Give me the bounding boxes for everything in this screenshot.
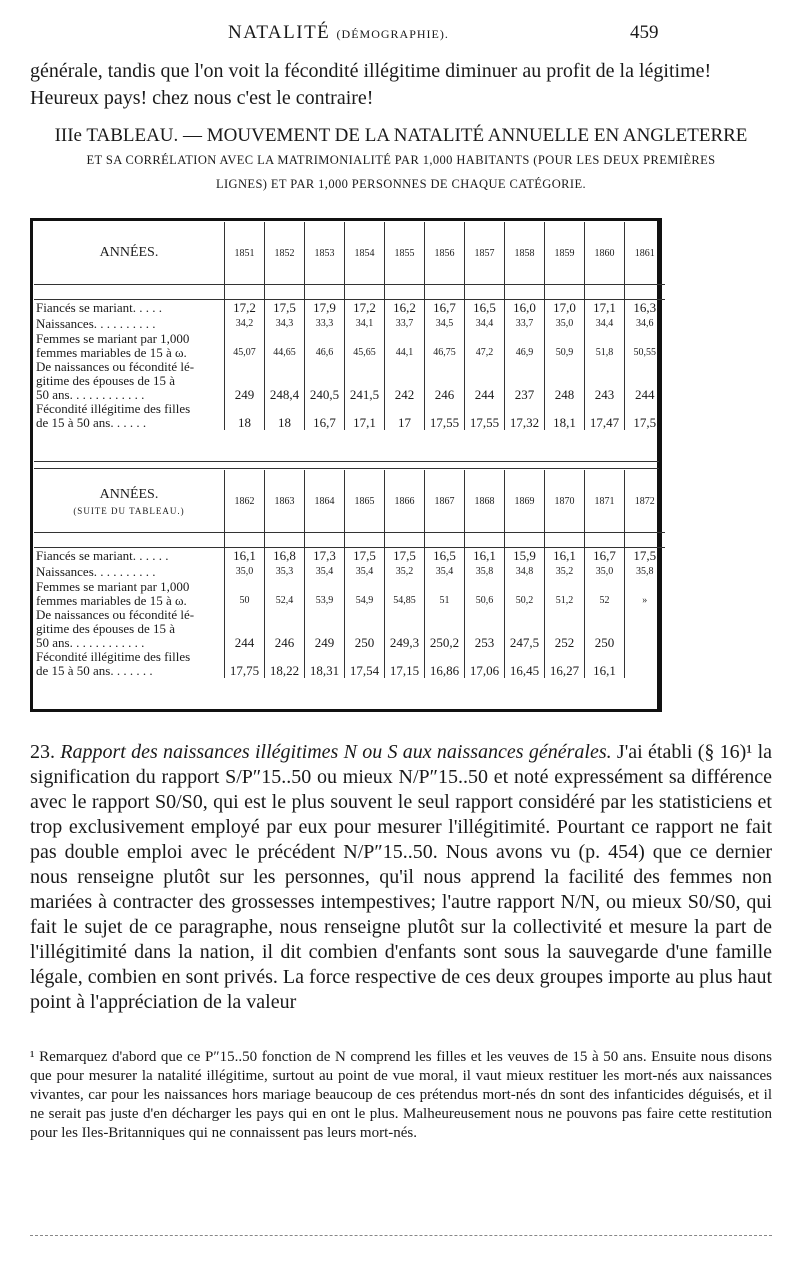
row-label: 50 ans. . . . . . . . . . . . bbox=[34, 388, 225, 402]
table-cell: 44,1 bbox=[385, 346, 425, 360]
running-header bbox=[0, 22, 800, 50]
natality-table-1862-1872 bbox=[34, 470, 665, 678]
table-row bbox=[34, 346, 665, 360]
table-cell-blank bbox=[625, 402, 665, 416]
table-cell: 34,4 bbox=[585, 316, 625, 332]
table-cell-blank bbox=[225, 580, 265, 594]
table-cell-blank bbox=[225, 650, 265, 664]
table-cell: 50,6 bbox=[465, 594, 505, 608]
table-cell-blank bbox=[345, 374, 385, 388]
table-cell: 35,8 bbox=[636, 566, 654, 577]
table-cell: 242 bbox=[385, 388, 425, 402]
table-cell-blank bbox=[465, 360, 505, 374]
table-cell: 17,5 bbox=[633, 416, 657, 430]
table-cell-blank bbox=[465, 332, 505, 346]
table-cell-blank bbox=[545, 622, 585, 636]
table-cell: 35,8 bbox=[465, 564, 505, 580]
table-cell: 237 bbox=[505, 388, 545, 402]
table-cell: 18 bbox=[265, 416, 305, 430]
table-cell: 16,8 bbox=[265, 548, 305, 565]
table-cell-blank bbox=[425, 622, 465, 636]
table-cell-blank bbox=[225, 622, 265, 636]
section-number: 23. bbox=[30, 741, 55, 763]
year-header: 1872 bbox=[625, 470, 665, 533]
table-cell: 16,1 bbox=[585, 664, 625, 678]
intro-paragraph: générale, tandis que l'on voit la fécondité illégitime diminuer au profit de la légitime! Heureux pays! chez nous c'est le contraire! bbox=[30, 60, 712, 109]
table-cell: 17,55 bbox=[465, 416, 505, 430]
year-header: 1857 bbox=[465, 222, 505, 285]
year-header: 1870 bbox=[545, 470, 585, 533]
table-cell-blank bbox=[385, 608, 425, 622]
table-cell-blank bbox=[425, 374, 465, 388]
row-label: de 15 à 50 ans. . . . . . bbox=[34, 416, 225, 430]
table-cell: 16,1 bbox=[545, 548, 585, 565]
table-cell: 34,3 bbox=[265, 316, 305, 332]
table-cell: 35,4 bbox=[345, 564, 385, 580]
table-cell-blank bbox=[345, 332, 385, 346]
table-cell: 35,0 bbox=[225, 564, 265, 580]
year-header: 1859 bbox=[545, 222, 585, 285]
table-cell: 17,0 bbox=[545, 300, 585, 317]
table-cell-blank bbox=[625, 580, 665, 594]
table-title-line1: IIIe TABLEAU. — MOUVEMENT DE LA NATALITÉ ANNUELLE EN ANGLETERRE bbox=[54, 125, 748, 146]
table-cell-blank bbox=[505, 360, 545, 374]
row-label: Femmes se mariant par 1,000 bbox=[34, 332, 225, 346]
table-cell-blank bbox=[385, 374, 425, 388]
table-cell: 33,3 bbox=[305, 316, 345, 332]
table-cell-blank bbox=[345, 608, 385, 622]
row-label: femmes mariables de 15 à ω. bbox=[34, 346, 225, 360]
table-cell-blank bbox=[465, 402, 505, 416]
section-heading: Rapport des naissances illégitimes N ou S aux naissances générales. bbox=[60, 741, 612, 763]
table-cell: 17,2 bbox=[345, 300, 385, 317]
table-cell: 52 bbox=[585, 594, 625, 608]
table-cell: 248,4 bbox=[265, 388, 305, 402]
section-23-paragraph bbox=[30, 740, 772, 1015]
row-label: de 15 à 50 ans. . . . . . . bbox=[34, 664, 225, 678]
table-cell-blank bbox=[305, 332, 345, 346]
year-header: 1861 bbox=[625, 222, 665, 285]
table-cell-blank bbox=[625, 374, 665, 388]
table-cell-blank bbox=[385, 402, 425, 416]
table-cell: 244 bbox=[465, 388, 505, 402]
header-label-text: ANNÉES. bbox=[99, 486, 159, 502]
row-label: Naissances. . . . . . . . . . bbox=[34, 316, 225, 332]
year-header: 1858 bbox=[505, 222, 545, 285]
table-cell: 15,9 bbox=[505, 548, 545, 565]
table-cell-blank bbox=[385, 580, 425, 594]
table-row bbox=[34, 548, 665, 565]
year-header: 1865 bbox=[345, 470, 385, 533]
table-cell-blank bbox=[305, 402, 345, 416]
table-cell-blank bbox=[305, 580, 345, 594]
table-cell: 18,31 bbox=[305, 664, 345, 678]
table-cell: 246 bbox=[265, 636, 305, 650]
table-title-line2: ET SA CORRÉLATION AVEC LA MATRIMONIALITÉ PAR 1,000 HABITANTS (POUR LES DEUX PREMIÈRES bbox=[86, 153, 716, 167]
year-header: 1855 bbox=[385, 222, 425, 285]
table-row bbox=[34, 300, 665, 317]
header-label-text: ANNÉES. bbox=[99, 245, 159, 260]
table-row bbox=[34, 402, 665, 416]
table-cell-blank bbox=[625, 360, 665, 374]
table-cell: 240,5 bbox=[305, 388, 345, 402]
section-body: J'ai établi (§ 16)¹ la signification du rapport S/P″15..50 ou mieux N/P″15..50 et noté expressément sa différence avec le rapport S0/S0, qui est le plus souvent le seul rapport considéré par les statisticiens et trop exclusivement employé par eux pour mesurer l'illégitimité. Pourtant ce rapport ne fait pas double emploi avec le précédent N/P″15..50. Nous avons vu (p. 454) que ce dernier nous renseigne plutôt sur les personnes, qu'il nous apprend la facilité des femmes non mariées à contracter des grossesses intempestives; l'autre rapport N/N, ou mieux S0/S0, qui fait le sujet de ce paragraphe, nous renseigne plutôt sur la collectivité et mesure la part de l'illégitimité dans la nation, il dit combien d'enfants sont sous la sauvegarde d'une famille légale, combien en sont privés. La force respective de ces deux groupes importe au plus haut point à l'appréciation de la valeur bbox=[30, 741, 773, 1013]
table-cell: 51,8 bbox=[585, 346, 625, 360]
table-cell: 16,45 bbox=[505, 664, 545, 678]
table-cell: 34,5 bbox=[425, 316, 465, 332]
table-row bbox=[34, 650, 665, 664]
year-header: 1862 bbox=[225, 470, 265, 533]
table-cell: 35,4 bbox=[425, 564, 465, 580]
table-cell bbox=[625, 664, 665, 678]
table-cell: 52,4 bbox=[265, 594, 305, 608]
table-row bbox=[34, 636, 665, 650]
table-cell: 17,32 bbox=[505, 416, 545, 430]
table-cell-blank bbox=[265, 608, 305, 622]
table-cell: 34,2 bbox=[225, 316, 265, 332]
row-label: 50 ans. . . . . . . . . . . . bbox=[34, 636, 225, 650]
table-cell-blank bbox=[505, 650, 545, 664]
year-header: 1856 bbox=[425, 222, 465, 285]
table-cell: 17,1 bbox=[585, 300, 625, 317]
table-cell: 17,5 bbox=[385, 548, 425, 565]
table-cell-blank bbox=[385, 650, 425, 664]
table-cell-blank bbox=[505, 374, 545, 388]
table-separator bbox=[34, 461, 659, 469]
table-cell: 45,07 bbox=[225, 346, 265, 360]
year-header: 1852 bbox=[265, 222, 305, 285]
table-cell-blank bbox=[345, 650, 385, 664]
row-label: Naissances. . . . . . . . . . bbox=[34, 564, 225, 580]
column-header-label bbox=[34, 222, 225, 285]
table-cell-blank bbox=[305, 374, 345, 388]
row-label: femmes mariables de 15 à ω. bbox=[34, 594, 225, 608]
table-cell-blank bbox=[585, 332, 625, 346]
table-cell-blank bbox=[545, 402, 585, 416]
table-cell-blank bbox=[505, 402, 545, 416]
table-row bbox=[34, 374, 665, 388]
column-header-label bbox=[34, 470, 225, 533]
table-cell-blank bbox=[425, 580, 465, 594]
table-cell-blank bbox=[265, 580, 305, 594]
row-label: gitime des épouses de 15 à bbox=[34, 374, 225, 388]
table-cell: 46,9 bbox=[505, 346, 545, 360]
table-cell: 16,1 bbox=[225, 548, 265, 565]
table-cell: 252 bbox=[545, 636, 585, 650]
table-cell: 249,3 bbox=[385, 636, 425, 650]
year-header: 1860 bbox=[585, 222, 625, 285]
table-cell: 45,65 bbox=[345, 346, 385, 360]
table-cell-blank bbox=[345, 360, 385, 374]
table-cell: » bbox=[642, 595, 648, 606]
table-cell-blank bbox=[265, 622, 305, 636]
table-cell-blank bbox=[385, 332, 425, 346]
table-cell-blank bbox=[545, 360, 585, 374]
table-cell: 44,65 bbox=[265, 346, 305, 360]
table-cell: 17,06 bbox=[465, 664, 505, 678]
table-cell-blank bbox=[425, 402, 465, 416]
table-cell-blank bbox=[625, 332, 665, 346]
table-cell: 50,9 bbox=[545, 346, 585, 360]
table-cell: 249 bbox=[225, 388, 265, 402]
row-label: Fécondité illégitime des filles bbox=[34, 402, 225, 416]
table-cell: 47,2 bbox=[465, 346, 505, 360]
year-header: 1868 bbox=[465, 470, 505, 533]
table-cell: 17,47 bbox=[585, 416, 625, 430]
table-cell-blank bbox=[305, 650, 345, 664]
table-cell: 17,15 bbox=[385, 664, 425, 678]
table-row bbox=[34, 664, 665, 678]
table-cell: 16,7 bbox=[585, 548, 625, 565]
table-cell: 34,8 bbox=[505, 564, 545, 580]
table-cell-blank bbox=[545, 374, 585, 388]
row-label: gitime des épouses de 15 à bbox=[34, 622, 225, 636]
table-title bbox=[30, 124, 772, 196]
table-cell-blank bbox=[225, 374, 265, 388]
table-cell: 16,3 bbox=[633, 300, 657, 315]
table-cell: 18,1 bbox=[545, 416, 585, 430]
table-row bbox=[34, 388, 665, 402]
table-cell-blank bbox=[465, 580, 505, 594]
table-cell-blank bbox=[225, 608, 265, 622]
table-cell: 46,6 bbox=[305, 346, 345, 360]
year-header: 1867 bbox=[425, 470, 465, 533]
table-cell: 17,55 bbox=[425, 416, 465, 430]
table-cell: 17,9 bbox=[305, 300, 345, 317]
table-cell-blank bbox=[265, 402, 305, 416]
row-label: Fiancés se mariant. . . . . . bbox=[34, 548, 225, 565]
table-cell-blank bbox=[425, 332, 465, 346]
table-cell: 17 bbox=[385, 416, 425, 430]
table-cell: 34,1 bbox=[345, 316, 385, 332]
table-cell: 250,2 bbox=[425, 636, 465, 650]
table-cell: 35,0 bbox=[545, 316, 585, 332]
table-cell-blank bbox=[465, 608, 505, 622]
table-row bbox=[34, 594, 665, 608]
table-cell: 16,2 bbox=[385, 300, 425, 317]
table-cell-blank bbox=[305, 360, 345, 374]
row-label: Femmes se mariant par 1,000 bbox=[34, 580, 225, 594]
table-cell-blank bbox=[505, 608, 545, 622]
table-cell-blank bbox=[385, 360, 425, 374]
table-cell: 33,7 bbox=[385, 316, 425, 332]
table-cell: 17,5 bbox=[345, 548, 385, 565]
table-cell: 17,5 bbox=[633, 548, 657, 563]
page-number: 459 bbox=[630, 22, 659, 43]
table-cell: 35,4 bbox=[305, 564, 345, 580]
year-header: 1853 bbox=[305, 222, 345, 285]
table-cell: 17,1 bbox=[345, 416, 385, 430]
table-cell bbox=[625, 636, 665, 650]
table-cell: 35,0 bbox=[585, 564, 625, 580]
table-cell: 17,54 bbox=[345, 664, 385, 678]
table-cell: 244 bbox=[225, 636, 265, 650]
table-row bbox=[34, 332, 665, 346]
table-cell-blank bbox=[465, 650, 505, 664]
table-cell-blank bbox=[345, 402, 385, 416]
table-title-line3: LIGNES) ET PAR 1,000 PERSONNES DE CHAQUE CATÉGORIE. bbox=[215, 177, 587, 191]
table-cell: 54,85 bbox=[385, 594, 425, 608]
table-cell: 35,3 bbox=[265, 564, 305, 580]
table-cell-blank bbox=[545, 332, 585, 346]
table-cell: 18,22 bbox=[265, 664, 305, 678]
table-cell: 249 bbox=[305, 636, 345, 650]
table-cell: 17,3 bbox=[305, 548, 345, 565]
table-cell-blank bbox=[625, 608, 665, 622]
year-header: 1863 bbox=[265, 470, 305, 533]
table-row bbox=[34, 416, 665, 430]
table-cell: 16,5 bbox=[425, 548, 465, 565]
table-row bbox=[34, 608, 665, 622]
table-cell-blank bbox=[465, 622, 505, 636]
table-cell-blank bbox=[345, 580, 385, 594]
footnote: ¹ Remarquez d'abord que ce P″15..50 fonction de N comprend les filles et les veuves de 15 à 50 ans. Ensuite nous disons que pour mesurer la natalité illégitime, surtout au point de vue moral, il vaut mieux restituer les mort-nés aux naissances vivantes, car pour les naissances hors mariage beaucoup de ces prétendus mort-nés dn sont des infanticides déguisés, et il ne serait pas juste d'en décharger les pays qui en ont le plus. Malheureusement nous ne pouvons pas faire cette restitution pour les Iles-Britanniques qui ne connaissent pas leurs mort-nés. bbox=[30, 1049, 772, 1141]
table-cell: 34,6 bbox=[636, 318, 654, 329]
table-row bbox=[34, 580, 665, 594]
table-cell-blank bbox=[265, 650, 305, 664]
table-cell-blank bbox=[585, 580, 625, 594]
table-cell: 16,7 bbox=[305, 416, 345, 430]
table-cell: 250 bbox=[345, 636, 385, 650]
running-title: NATALITÉ (DÉMOGRAPHIE). bbox=[228, 22, 449, 43]
table-row bbox=[34, 622, 665, 636]
table-cell: 243 bbox=[585, 388, 625, 402]
table-cell-blank bbox=[625, 650, 665, 664]
year-header: 1854 bbox=[345, 222, 385, 285]
table-row bbox=[34, 316, 665, 332]
table-cell-blank bbox=[265, 360, 305, 374]
table-cell: 16,86 bbox=[425, 664, 465, 678]
table-cell: 241,5 bbox=[345, 388, 385, 402]
table-row bbox=[34, 564, 665, 580]
table-cell-blank bbox=[425, 360, 465, 374]
table-cell-blank bbox=[225, 360, 265, 374]
table-cell: 248 bbox=[545, 388, 585, 402]
table-cell-blank bbox=[505, 580, 545, 594]
table-cell: 51,2 bbox=[545, 594, 585, 608]
table-cell-blank bbox=[305, 622, 345, 636]
table-cell: 17,2 bbox=[225, 300, 265, 317]
table-cell: 33,7 bbox=[505, 316, 545, 332]
table-cell-blank bbox=[225, 402, 265, 416]
natality-table-1851-1861 bbox=[34, 222, 665, 430]
table-cell: 51 bbox=[425, 594, 465, 608]
table-cell-blank bbox=[545, 650, 585, 664]
table-cell-blank bbox=[465, 374, 505, 388]
table-cell: 18 bbox=[225, 416, 265, 430]
table-cell-blank bbox=[425, 650, 465, 664]
table-cell-blank bbox=[585, 608, 625, 622]
year-header: 1871 bbox=[585, 470, 625, 533]
table-cell: 17,5 bbox=[265, 300, 305, 317]
table-cell-blank bbox=[625, 622, 665, 636]
table-cell-blank bbox=[545, 608, 585, 622]
table-cell: 247,5 bbox=[505, 636, 545, 650]
bottom-rule bbox=[30, 1235, 772, 1236]
row-label: De naissances ou fécondité lé- bbox=[34, 608, 225, 622]
year-header: 1866 bbox=[385, 470, 425, 533]
table-cell-blank bbox=[425, 608, 465, 622]
table-cell-blank bbox=[505, 622, 545, 636]
table-cell-blank bbox=[265, 332, 305, 346]
table-cell: 50,2 bbox=[505, 594, 545, 608]
table-cell: 35,2 bbox=[385, 564, 425, 580]
year-header: 1851 bbox=[225, 222, 265, 285]
table-cell: 16,0 bbox=[505, 300, 545, 317]
table-cell: 53,9 bbox=[305, 594, 345, 608]
row-label: Fiancés se mariant. . . . . bbox=[34, 300, 225, 317]
table-cell: 54,9 bbox=[345, 594, 385, 608]
table-cell-blank bbox=[585, 650, 625, 664]
table-cell: 50 bbox=[225, 594, 265, 608]
table-cell: 253 bbox=[465, 636, 505, 650]
table-cell: 16,1 bbox=[465, 548, 505, 565]
table-cell: 246 bbox=[425, 388, 465, 402]
table-cell: 17,75 bbox=[225, 664, 265, 678]
table-cell-blank bbox=[505, 332, 545, 346]
table-cell-blank bbox=[225, 332, 265, 346]
table-cell: 16,5 bbox=[465, 300, 505, 317]
table-cell-blank bbox=[585, 402, 625, 416]
table-cell: 250 bbox=[585, 636, 625, 650]
year-header: 1864 bbox=[305, 470, 345, 533]
table-cell-blank bbox=[545, 580, 585, 594]
table-cell-blank bbox=[585, 360, 625, 374]
table-cell: 46,75 bbox=[425, 346, 465, 360]
table-cell-blank bbox=[585, 622, 625, 636]
row-label: De naissances ou fécondité lé- bbox=[34, 360, 225, 374]
header-sub-label: (SUITE DU TABLEAU.) bbox=[73, 505, 185, 516]
table-cell-blank bbox=[385, 622, 425, 636]
row-label: Fécondité illégitime des filles bbox=[34, 650, 225, 664]
table-cell: 35,2 bbox=[545, 564, 585, 580]
table-cell: 50,55 bbox=[633, 347, 656, 358]
table-cell: 244 bbox=[635, 388, 655, 402]
table-cell-blank bbox=[305, 608, 345, 622]
table-cell-blank bbox=[585, 374, 625, 388]
table-cell: 16,7 bbox=[425, 300, 465, 317]
table-cell-blank bbox=[265, 374, 305, 388]
table-cell: 34,4 bbox=[465, 316, 505, 332]
table-cell: 16,27 bbox=[545, 664, 585, 678]
year-header: 1869 bbox=[505, 470, 545, 533]
table-cell-blank bbox=[345, 622, 385, 636]
table-row bbox=[34, 360, 665, 374]
